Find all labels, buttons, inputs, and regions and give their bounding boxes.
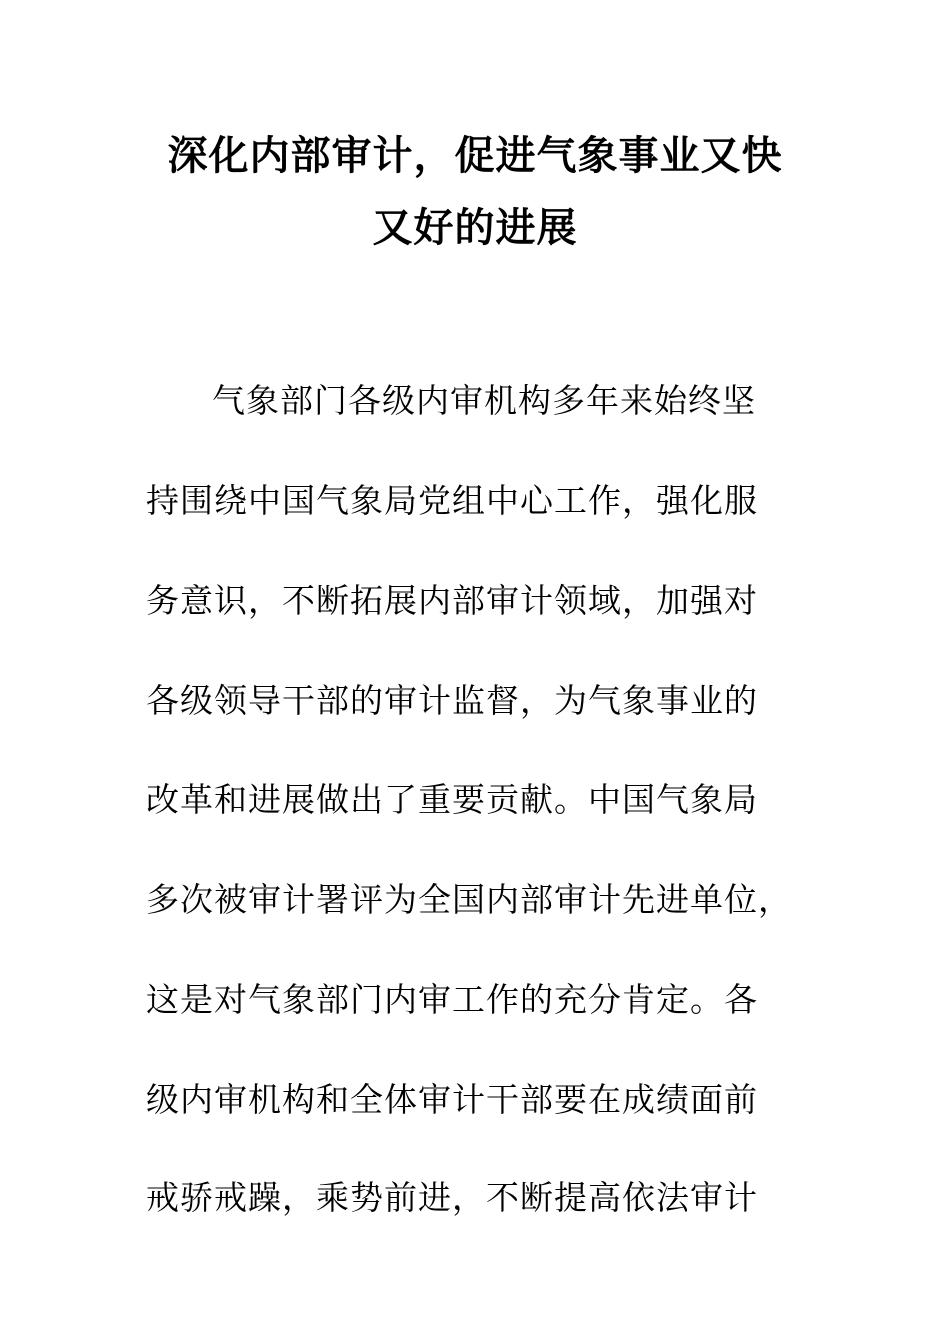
paragraph-line-8: 级内审机构和全体审计干部要在成绩面前 <box>146 1080 758 1119</box>
paragraph-line-1: 气象部门各级内审机构多年来始终坚 <box>212 381 756 420</box>
paragraph-line-4: 各级领导干部的审计监督，为气象事业的 <box>146 681 758 720</box>
paragraph-line-3: 务意识，不断拓展内部审计领域，加强对 <box>146 581 758 620</box>
paragraph-line-9: 戒骄戒躁，乘势前进，不断提高依法审计 <box>146 1178 758 1217</box>
document-title-line-2: 又好的进展 <box>372 204 578 251</box>
paragraph-line-7: 这是对气象部门内审工作的充分肯定。各 <box>146 980 758 1019</box>
paragraph-line-2: 持围绕中国气象局党组中心工作，强化服 <box>146 481 758 520</box>
document-title-line-1: 深化内部审计，促进气象事业又快 <box>167 132 783 179</box>
paragraph-line-5: 改革和进展做出了重要贡献。中国气象局 <box>146 780 758 819</box>
paragraph-line-6: 多次被审计署评为全国内部审计先进单位， <box>146 880 792 919</box>
